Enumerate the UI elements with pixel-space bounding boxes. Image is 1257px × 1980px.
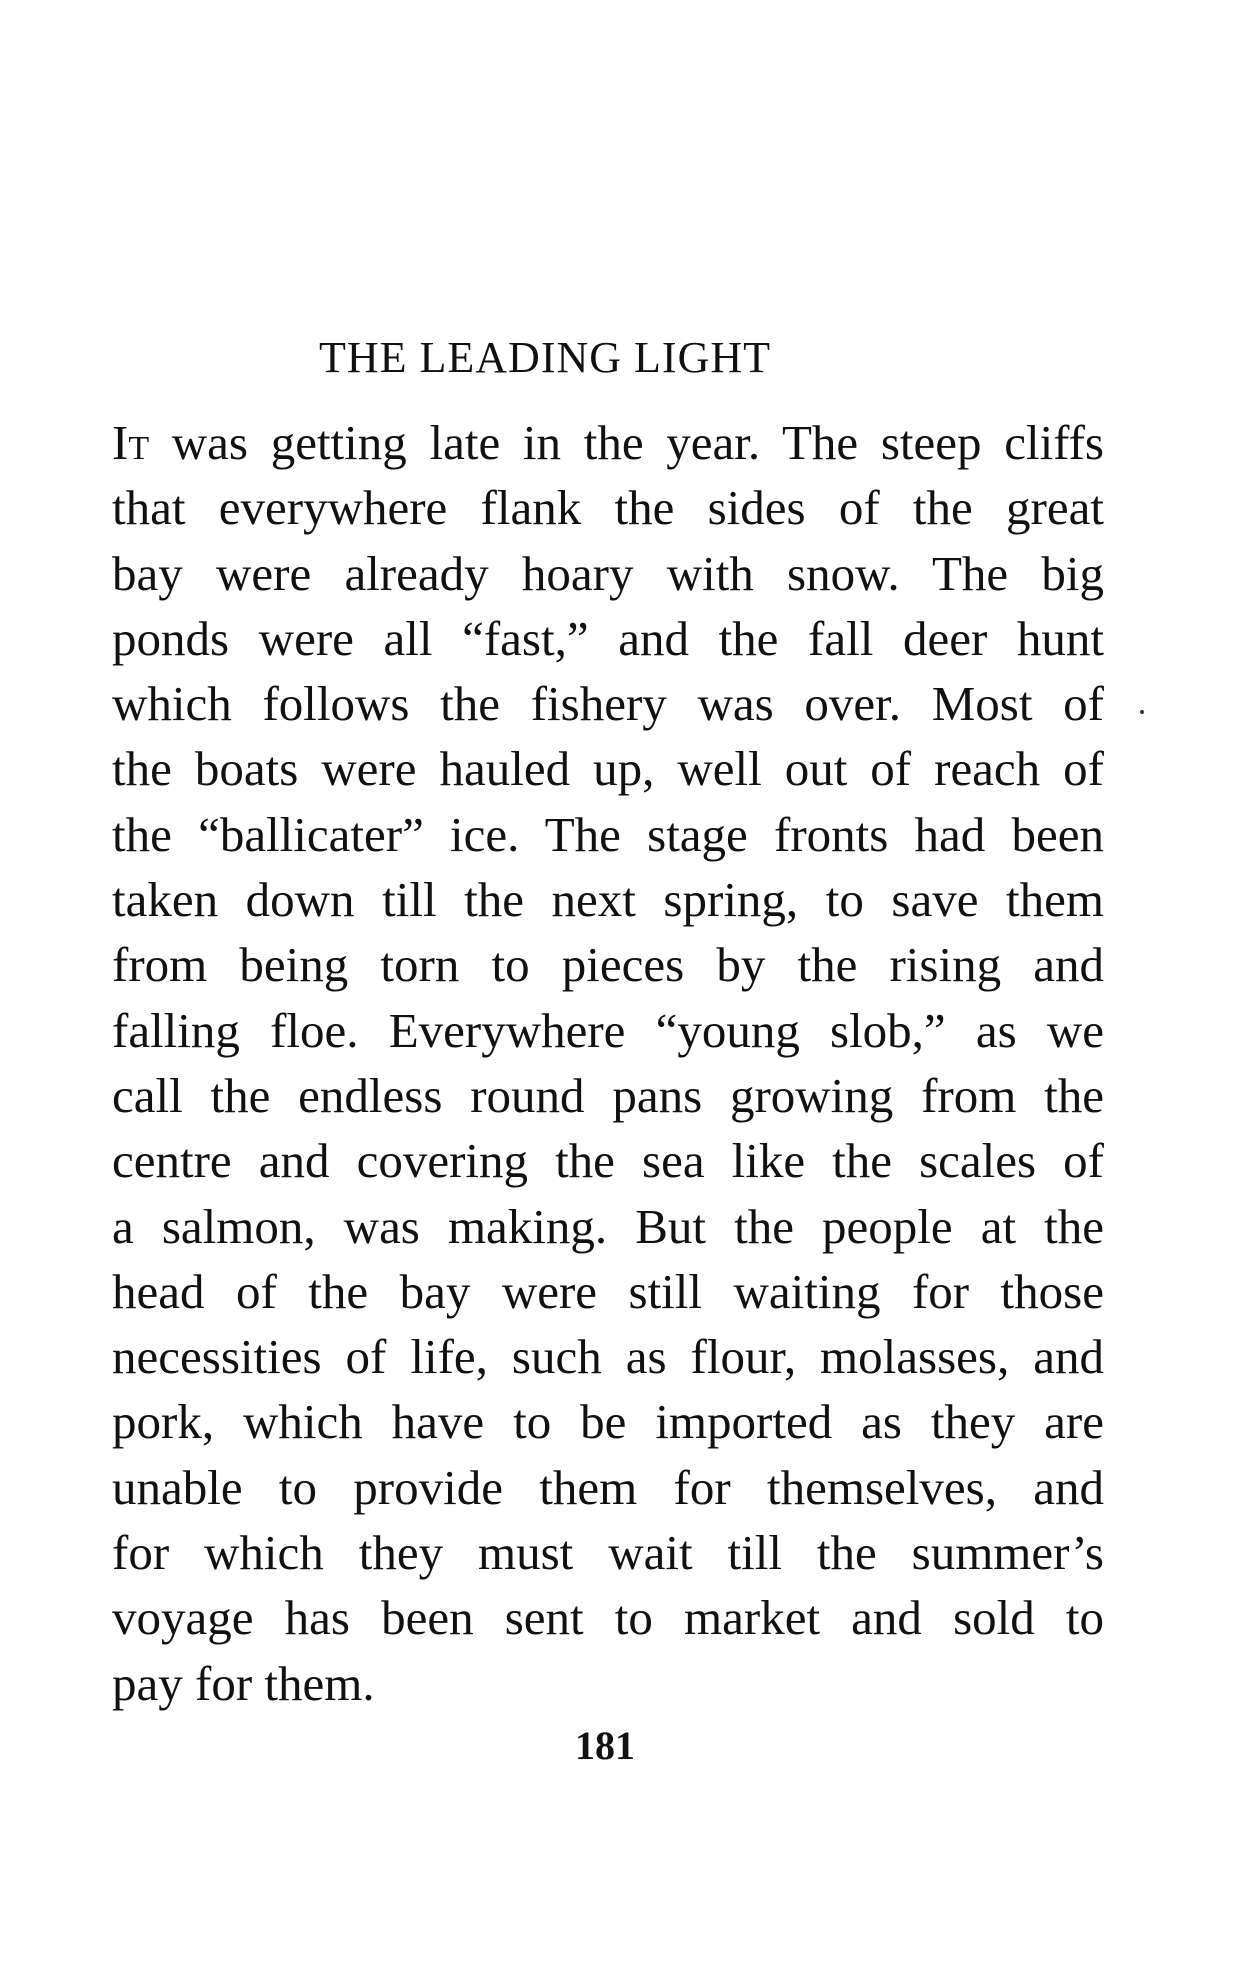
print-speck bbox=[1140, 710, 1144, 714]
text-line-6: the boats were hauled up, well out of reach of bbox=[112, 741, 1104, 797]
text-line-5: which follows the fishery was over. Most of bbox=[112, 676, 1104, 732]
text-line-9: from being torn to pieces by the rising and bbox=[112, 937, 1104, 993]
text-line-2: that everywhere flank the sides of the great bbox=[112, 480, 1104, 536]
chapter-heading: THE LEADING LIGHT bbox=[319, 333, 771, 382]
text-line-20: pay for them. bbox=[112, 1655, 375, 1711]
text-line-7: the “ballicater” ice. The stage fronts had been bbox=[112, 806, 1104, 862]
text-line-3: bay were already hoary with snow. The big bbox=[112, 545, 1104, 601]
text-line-17: unable to provide them for themselves, and bbox=[112, 1459, 1104, 1515]
text-line-16: pork, which have to be imported as they are bbox=[112, 1394, 1104, 1450]
text-line-4: ponds were all “fast,” and the fall deer hunt bbox=[112, 610, 1104, 666]
text-line-12: centre and covering the sea like the scales of bbox=[112, 1133, 1104, 1189]
text-line-15: necessities of life, such as flour, molasses, and bbox=[112, 1329, 1104, 1385]
text-line-18: for which they must wait till the summer’s bbox=[112, 1525, 1104, 1581]
text-line-11: call the endless round pans growing from the bbox=[112, 1067, 1104, 1123]
text-line-10: falling floe. Everywhere “young slob,” as we bbox=[112, 1002, 1104, 1058]
text-line-1: It was getting late in the year. The steep cliffs bbox=[112, 415, 1104, 470]
text-line-14: head of the bay were still waiting for those bbox=[112, 1263, 1104, 1319]
drop-word: It bbox=[112, 415, 150, 470]
text-line-19: voyage has been sent to market and sold to bbox=[112, 1590, 1104, 1646]
body-paragraph bbox=[112, 410, 1104, 1716]
page-number: 181 bbox=[575, 1723, 635, 1768]
text-line-13: a salmon, was making. But the people at the bbox=[112, 1198, 1104, 1254]
text-line-8: taken down till the next spring, to save them bbox=[112, 872, 1104, 928]
